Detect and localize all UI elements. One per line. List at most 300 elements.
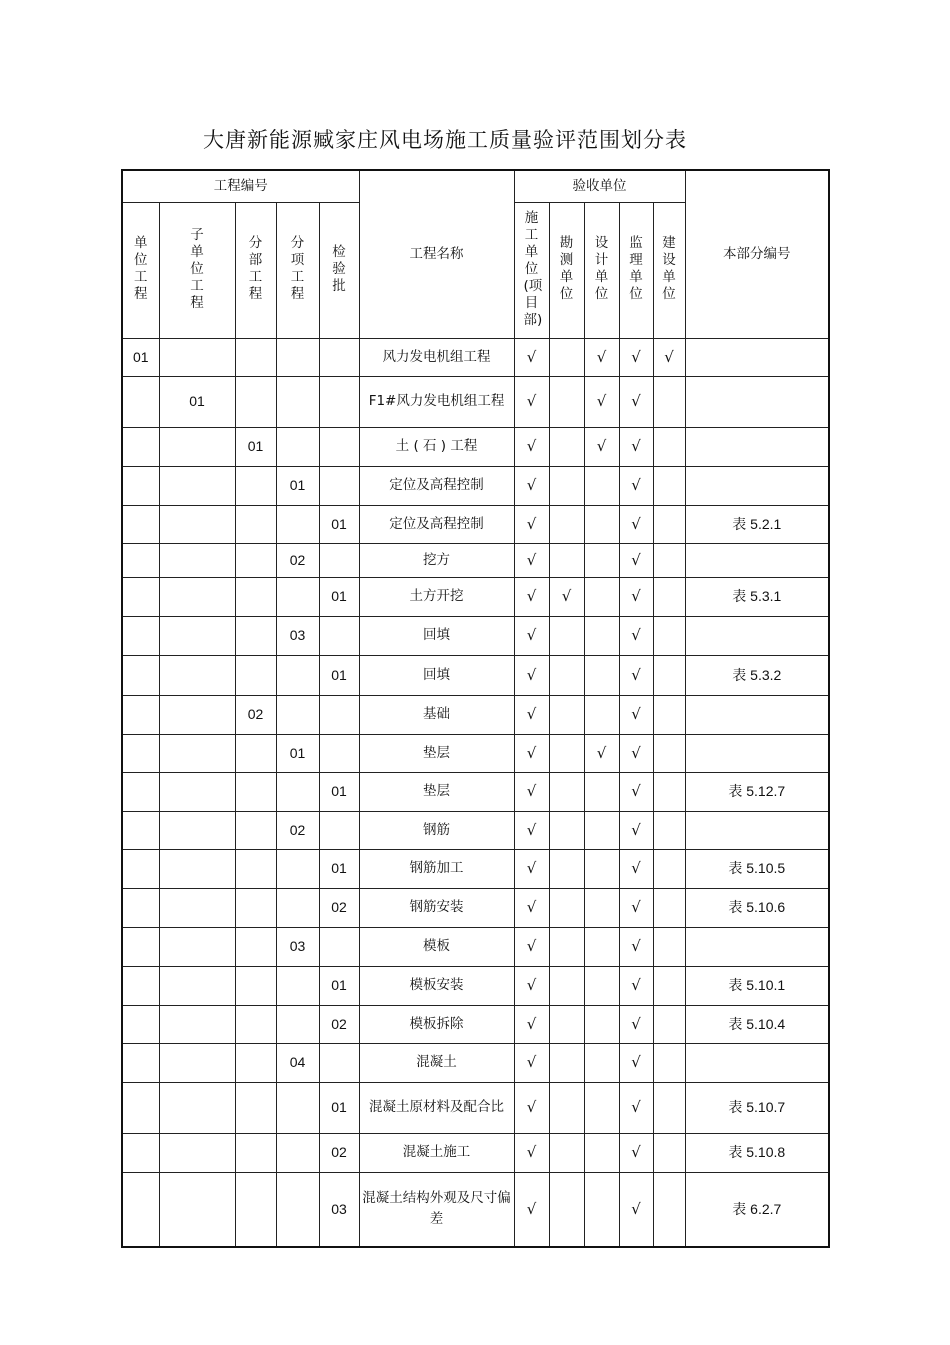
division-project-cell bbox=[235, 543, 276, 577]
section-code-cell: 表 5.10.1 bbox=[685, 966, 829, 1005]
header-row-1 bbox=[122, 170, 829, 202]
item-project-cell bbox=[276, 655, 319, 695]
supervision-unit-mark: √ bbox=[619, 466, 653, 505]
division-project-header: 分部工程 bbox=[235, 202, 276, 338]
supervision-unit-mark: √ bbox=[619, 616, 653, 655]
owner-unit-mark bbox=[653, 1082, 685, 1133]
inspection-batch-cell: 01 bbox=[319, 772, 359, 811]
inspection-batch-cell bbox=[319, 811, 359, 849]
division-project-cell: 02 bbox=[235, 695, 276, 734]
unit-project-cell bbox=[122, 543, 159, 577]
supervision-unit-mark: √ bbox=[619, 577, 653, 616]
project-name-cell: 钢筋加工 bbox=[359, 849, 514, 888]
design-unit-mark bbox=[584, 1082, 619, 1133]
table-row bbox=[122, 427, 829, 466]
table-row bbox=[122, 695, 829, 734]
division-project-cell bbox=[235, 466, 276, 505]
project-name-cell: 风力发电机组工程 bbox=[359, 338, 514, 376]
owner-unit-mark bbox=[653, 466, 685, 505]
section-code-cell bbox=[685, 927, 829, 966]
unit-project-cell: 01 bbox=[122, 338, 159, 376]
item-project-cell bbox=[276, 427, 319, 466]
table-row bbox=[122, 1133, 829, 1172]
unit-project-cell bbox=[122, 1005, 159, 1043]
construction-unit-mark: √ bbox=[514, 966, 549, 1005]
survey-unit-mark bbox=[549, 1172, 584, 1247]
supervision-unit-header: 监理单位 bbox=[619, 202, 653, 338]
project-name-cell: 定位及高程控制 bbox=[359, 466, 514, 505]
construction-unit-mark: √ bbox=[514, 466, 549, 505]
construction-unit-mark: √ bbox=[514, 927, 549, 966]
survey-unit-mark bbox=[549, 1005, 584, 1043]
table-row bbox=[122, 888, 829, 927]
unit-project-cell bbox=[122, 1172, 159, 1247]
inspection-batch-cell bbox=[319, 1043, 359, 1082]
construction-unit-mark: √ bbox=[514, 505, 549, 543]
section-code-cell bbox=[685, 466, 829, 505]
division-project-cell bbox=[235, 505, 276, 543]
inspection-batch-cell: 01 bbox=[319, 849, 359, 888]
owner-unit-mark bbox=[653, 1172, 685, 1247]
design-unit-mark bbox=[584, 505, 619, 543]
owner-unit-mark bbox=[653, 772, 685, 811]
item-project-header: 分项工程 bbox=[276, 202, 319, 338]
owner-unit-mark bbox=[653, 1005, 685, 1043]
construction-unit-mark: √ bbox=[514, 849, 549, 888]
division-project-cell bbox=[235, 772, 276, 811]
survey-unit-mark bbox=[549, 811, 584, 849]
survey-unit-mark bbox=[549, 616, 584, 655]
supervision-unit-mark: √ bbox=[619, 543, 653, 577]
design-unit-mark: √ bbox=[584, 734, 619, 772]
construction-unit-mark: √ bbox=[514, 734, 549, 772]
design-unit-mark bbox=[584, 927, 619, 966]
division-project-cell bbox=[235, 338, 276, 376]
unit-project-cell bbox=[122, 616, 159, 655]
inspection-batch-cell bbox=[319, 376, 359, 427]
section-code-cell: 表 5.10.7 bbox=[685, 1082, 829, 1133]
division-project-cell bbox=[235, 376, 276, 427]
project-name-cell: 混凝土施工 bbox=[359, 1133, 514, 1172]
section-code-cell: 表 5.10.6 bbox=[685, 888, 829, 927]
survey-unit-mark bbox=[549, 505, 584, 543]
sub-unit-project-cell bbox=[159, 655, 235, 695]
item-project-cell bbox=[276, 376, 319, 427]
owner-unit-mark bbox=[653, 734, 685, 772]
project-name-cell: 混凝土结构外观及尺寸偏差 bbox=[359, 1172, 514, 1247]
supervision-unit-mark: √ bbox=[619, 695, 653, 734]
survey-unit-mark bbox=[549, 734, 584, 772]
construction-unit-mark: √ bbox=[514, 695, 549, 734]
supervision-unit-mark: √ bbox=[619, 734, 653, 772]
table-row bbox=[122, 927, 829, 966]
unit-project-cell bbox=[122, 505, 159, 543]
inspection-batch-cell: 02 bbox=[319, 888, 359, 927]
sub-unit-project-cell bbox=[159, 1133, 235, 1172]
project-name-cell: 土 ( 石 ) 工程 bbox=[359, 427, 514, 466]
supervision-unit-mark: √ bbox=[619, 772, 653, 811]
owner-unit-mark bbox=[653, 616, 685, 655]
survey-unit-mark bbox=[549, 466, 584, 505]
survey-unit-mark bbox=[549, 427, 584, 466]
sub-unit-project-cell bbox=[159, 734, 235, 772]
item-project-cell bbox=[276, 338, 319, 376]
supervision-unit-mark: √ bbox=[619, 505, 653, 543]
construction-unit-mark: √ bbox=[514, 655, 549, 695]
design-unit-mark bbox=[584, 466, 619, 505]
design-unit-mark: √ bbox=[584, 427, 619, 466]
item-project-cell bbox=[276, 577, 319, 616]
inspection-batch-cell: 01 bbox=[319, 505, 359, 543]
table-row bbox=[122, 655, 829, 695]
survey-unit-mark bbox=[549, 1133, 584, 1172]
unit-project-cell bbox=[122, 849, 159, 888]
inspection-batch-cell bbox=[319, 616, 359, 655]
division-project-cell bbox=[235, 1172, 276, 1247]
table-row bbox=[122, 577, 829, 616]
table-row bbox=[122, 966, 829, 1005]
unit-project-cell bbox=[122, 1043, 159, 1082]
construction-unit-mark: √ bbox=[514, 1172, 549, 1247]
item-project-cell: 03 bbox=[276, 927, 319, 966]
inspection-batch-cell bbox=[319, 338, 359, 376]
project-name-cell: 垫层 bbox=[359, 734, 514, 772]
item-project-cell: 01 bbox=[276, 466, 319, 505]
division-project-cell bbox=[235, 1133, 276, 1172]
owner-unit-mark bbox=[653, 1133, 685, 1172]
inspection-batch-cell bbox=[319, 734, 359, 772]
sub-unit-project-cell bbox=[159, 927, 235, 966]
survey-unit-mark bbox=[549, 655, 584, 695]
sub-unit-project-cell bbox=[159, 1082, 235, 1133]
section-code-cell: 表 5.2.1 bbox=[685, 505, 829, 543]
unit-project-cell bbox=[122, 577, 159, 616]
item-project-cell bbox=[276, 1082, 319, 1133]
unit-project-cell bbox=[122, 695, 159, 734]
item-project-cell bbox=[276, 1005, 319, 1043]
construction-unit-mark: √ bbox=[514, 616, 549, 655]
section-code-cell bbox=[685, 695, 829, 734]
owner-unit-header: 建设单位 bbox=[653, 202, 685, 338]
sub-unit-project-cell bbox=[159, 577, 235, 616]
inspection-batch-cell bbox=[319, 466, 359, 505]
division-project-cell: 01 bbox=[235, 427, 276, 466]
construction-unit-mark: √ bbox=[514, 888, 549, 927]
unit-project-cell bbox=[122, 811, 159, 849]
construction-unit-header: 施工单位(项目部) bbox=[514, 202, 549, 338]
survey-unit-mark bbox=[549, 543, 584, 577]
table-row bbox=[122, 811, 829, 849]
table-row bbox=[122, 616, 829, 655]
project-name-cell: 钢筋安装 bbox=[359, 888, 514, 927]
table-row bbox=[122, 543, 829, 577]
design-unit-mark bbox=[584, 616, 619, 655]
unit-project-cell bbox=[122, 734, 159, 772]
item-project-cell bbox=[276, 966, 319, 1005]
inspection-batch-cell: 01 bbox=[319, 966, 359, 1005]
inspection-batch-cell: 01 bbox=[319, 1082, 359, 1133]
project-name-cell: 模板拆除 bbox=[359, 1005, 514, 1043]
inspection-batch-header: 检验批 bbox=[319, 202, 359, 338]
unit-project-cell bbox=[122, 927, 159, 966]
construction-unit-mark: √ bbox=[514, 427, 549, 466]
table-row bbox=[122, 338, 829, 376]
item-project-cell bbox=[276, 505, 319, 543]
survey-unit-mark bbox=[549, 376, 584, 427]
supervision-unit-mark: √ bbox=[619, 966, 653, 1005]
unit-project-cell bbox=[122, 655, 159, 695]
supervision-unit-mark: √ bbox=[619, 338, 653, 376]
survey-unit-mark bbox=[549, 695, 584, 734]
design-unit-mark: √ bbox=[584, 376, 619, 427]
section-code-cell: 表 5.10.8 bbox=[685, 1133, 829, 1172]
construction-unit-mark: √ bbox=[514, 543, 549, 577]
division-project-cell bbox=[235, 655, 276, 695]
supervision-unit-mark: √ bbox=[619, 1005, 653, 1043]
page-title: 大唐新能源臧家庄风电场施工质量验评范围划分表 bbox=[203, 128, 687, 152]
division-project-cell bbox=[235, 966, 276, 1005]
table-row bbox=[122, 849, 829, 888]
sub-unit-project-cell bbox=[159, 338, 235, 376]
inspection-batch-cell bbox=[319, 927, 359, 966]
sub-unit-project-cell bbox=[159, 1005, 235, 1043]
project-name-cell: 土方开挖 bbox=[359, 577, 514, 616]
item-project-cell bbox=[276, 849, 319, 888]
construction-unit-mark: √ bbox=[514, 1043, 549, 1082]
unit-project-cell bbox=[122, 1133, 159, 1172]
project-name-cell: 模板安装 bbox=[359, 966, 514, 1005]
construction-unit-mark: √ bbox=[514, 772, 549, 811]
inspection-batch-cell: 02 bbox=[319, 1005, 359, 1043]
division-project-cell bbox=[235, 849, 276, 888]
inspection-batch-cell: 03 bbox=[319, 1172, 359, 1247]
sub-unit-project-cell: 01 bbox=[159, 376, 235, 427]
acceptance-units-header: 验收单位 bbox=[514, 170, 685, 202]
table-row bbox=[122, 1005, 829, 1043]
project-name-cell: F1#风力发电机组工程 bbox=[359, 376, 514, 427]
owner-unit-mark bbox=[653, 849, 685, 888]
design-unit-mark: √ bbox=[584, 338, 619, 376]
section-code-cell bbox=[685, 734, 829, 772]
project-name-cell: 混凝土原材料及配合比 bbox=[359, 1082, 514, 1133]
inspection-batch-cell: 02 bbox=[319, 1133, 359, 1172]
construction-unit-mark: √ bbox=[514, 1133, 549, 1172]
table-row bbox=[122, 466, 829, 505]
section-code-cell bbox=[685, 1043, 829, 1082]
design-unit-mark bbox=[584, 655, 619, 695]
section-code-cell: 表 5.10.5 bbox=[685, 849, 829, 888]
division-project-cell bbox=[235, 927, 276, 966]
construction-unit-mark: √ bbox=[514, 338, 549, 376]
owner-unit-mark bbox=[653, 577, 685, 616]
sub-unit-project-cell bbox=[159, 966, 235, 1005]
survey-unit-mark bbox=[549, 772, 584, 811]
section-code-cell bbox=[685, 616, 829, 655]
sub-unit-project-header: 子单位工程 bbox=[159, 202, 235, 338]
section-code-cell: 表 5.10.4 bbox=[685, 1005, 829, 1043]
sub-unit-project-cell bbox=[159, 543, 235, 577]
project-name-cell: 模板 bbox=[359, 927, 514, 966]
supervision-unit-mark: √ bbox=[619, 849, 653, 888]
project-name-cell: 定位及高程控制 bbox=[359, 505, 514, 543]
division-project-cell bbox=[235, 616, 276, 655]
inspection-batch-cell: 01 bbox=[319, 655, 359, 695]
design-unit-mark bbox=[584, 1005, 619, 1043]
owner-unit-mark bbox=[653, 427, 685, 466]
sub-unit-project-cell bbox=[159, 888, 235, 927]
section-code-cell bbox=[685, 376, 829, 427]
inspection-batch-cell bbox=[319, 543, 359, 577]
item-project-cell bbox=[276, 772, 319, 811]
table-row bbox=[122, 734, 829, 772]
design-unit-mark bbox=[584, 543, 619, 577]
item-project-cell bbox=[276, 1172, 319, 1247]
unit-project-header: 单位工程 bbox=[122, 202, 159, 338]
project-name-cell: 回填 bbox=[359, 655, 514, 695]
sub-unit-project-cell bbox=[159, 427, 235, 466]
table-row bbox=[122, 1172, 829, 1247]
item-project-cell bbox=[276, 1133, 319, 1172]
owner-unit-mark: √ bbox=[653, 338, 685, 376]
owner-unit-mark bbox=[653, 1043, 685, 1082]
project-name-cell: 钢筋 bbox=[359, 811, 514, 849]
owner-unit-mark bbox=[653, 655, 685, 695]
owner-unit-mark bbox=[653, 888, 685, 927]
unit-project-cell bbox=[122, 966, 159, 1005]
item-project-cell bbox=[276, 888, 319, 927]
sub-unit-project-cell bbox=[159, 695, 235, 734]
supervision-unit-mark: √ bbox=[619, 376, 653, 427]
owner-unit-mark bbox=[653, 505, 685, 543]
unit-project-cell bbox=[122, 427, 159, 466]
division-project-cell bbox=[235, 734, 276, 772]
survey-unit-mark: √ bbox=[549, 577, 584, 616]
owner-unit-mark bbox=[653, 966, 685, 1005]
sub-unit-project-cell bbox=[159, 1043, 235, 1082]
design-unit-mark bbox=[584, 1133, 619, 1172]
construction-unit-mark: √ bbox=[514, 577, 549, 616]
table-row bbox=[122, 772, 829, 811]
section-code-cell: 表 5.3.1 bbox=[685, 577, 829, 616]
supervision-unit-mark: √ bbox=[619, 655, 653, 695]
quality-division-table bbox=[121, 169, 830, 1248]
item-project-cell: 04 bbox=[276, 1043, 319, 1082]
sub-unit-project-cell bbox=[159, 772, 235, 811]
owner-unit-mark bbox=[653, 927, 685, 966]
unit-project-cell bbox=[122, 466, 159, 505]
unit-project-cell bbox=[122, 772, 159, 811]
sub-unit-project-cell bbox=[159, 811, 235, 849]
sub-unit-project-cell bbox=[159, 1172, 235, 1247]
survey-unit-mark bbox=[549, 1043, 584, 1082]
section-code-header: 本部分编号 bbox=[685, 170, 829, 338]
project-name-cell: 基础 bbox=[359, 695, 514, 734]
owner-unit-mark bbox=[653, 543, 685, 577]
division-project-cell bbox=[235, 1005, 276, 1043]
survey-unit-mark bbox=[549, 1082, 584, 1133]
design-unit-mark bbox=[584, 695, 619, 734]
project-name-cell: 挖方 bbox=[359, 543, 514, 577]
supervision-unit-mark: √ bbox=[619, 1082, 653, 1133]
survey-unit-mark bbox=[549, 849, 584, 888]
sub-unit-project-cell bbox=[159, 505, 235, 543]
section-code-cell bbox=[685, 338, 829, 376]
item-project-cell: 01 bbox=[276, 734, 319, 772]
section-code-cell: 表 5.12.7 bbox=[685, 772, 829, 811]
project-name-cell: 回填 bbox=[359, 616, 514, 655]
supervision-unit-mark: √ bbox=[619, 927, 653, 966]
division-project-cell bbox=[235, 888, 276, 927]
survey-unit-mark bbox=[549, 966, 584, 1005]
owner-unit-mark bbox=[653, 695, 685, 734]
owner-unit-mark bbox=[653, 811, 685, 849]
table-row bbox=[122, 1082, 829, 1133]
design-unit-mark bbox=[584, 966, 619, 1005]
design-unit-mark bbox=[584, 772, 619, 811]
survey-unit-mark bbox=[549, 888, 584, 927]
supervision-unit-mark: √ bbox=[619, 1043, 653, 1082]
inspection-batch-cell bbox=[319, 427, 359, 466]
construction-unit-mark: √ bbox=[514, 376, 549, 427]
inspection-batch-cell: 01 bbox=[319, 577, 359, 616]
section-code-cell bbox=[685, 543, 829, 577]
supervision-unit-mark: √ bbox=[619, 811, 653, 849]
supervision-unit-mark: √ bbox=[619, 427, 653, 466]
supervision-unit-mark: √ bbox=[619, 1172, 653, 1247]
section-code-cell: 表 5.3.2 bbox=[685, 655, 829, 695]
section-code-cell bbox=[685, 427, 829, 466]
unit-project-cell bbox=[122, 376, 159, 427]
division-project-cell bbox=[235, 1082, 276, 1133]
division-project-cell bbox=[235, 577, 276, 616]
table-row bbox=[122, 505, 829, 543]
design-unit-mark bbox=[584, 1172, 619, 1247]
project-name-cell: 垫层 bbox=[359, 772, 514, 811]
section-code-cell bbox=[685, 811, 829, 849]
construction-unit-mark: √ bbox=[514, 811, 549, 849]
section-code-cell: 表 6.2.7 bbox=[685, 1172, 829, 1247]
design-unit-mark bbox=[584, 577, 619, 616]
item-project-cell: 02 bbox=[276, 811, 319, 849]
sub-unit-project-cell bbox=[159, 849, 235, 888]
design-unit-mark bbox=[584, 888, 619, 927]
unit-project-cell bbox=[122, 888, 159, 927]
sub-unit-project-cell bbox=[159, 616, 235, 655]
design-unit-mark bbox=[584, 1043, 619, 1082]
design-unit-mark bbox=[584, 811, 619, 849]
project-name-cell: 混凝土 bbox=[359, 1043, 514, 1082]
design-unit-header: 设计单位 bbox=[584, 202, 619, 338]
supervision-unit-mark: √ bbox=[619, 888, 653, 927]
survey-unit-mark bbox=[549, 927, 584, 966]
construction-unit-mark: √ bbox=[514, 1005, 549, 1043]
table-row bbox=[122, 1043, 829, 1082]
inspection-batch-cell bbox=[319, 695, 359, 734]
table-row bbox=[122, 376, 829, 427]
item-project-cell bbox=[276, 695, 319, 734]
survey-unit-header: 勘测单位 bbox=[549, 202, 584, 338]
survey-unit-mark bbox=[549, 338, 584, 376]
owner-unit-mark bbox=[653, 376, 685, 427]
construction-unit-mark: √ bbox=[514, 1082, 549, 1133]
division-project-cell bbox=[235, 811, 276, 849]
item-project-cell: 02 bbox=[276, 543, 319, 577]
item-project-cell: 03 bbox=[276, 616, 319, 655]
division-project-cell bbox=[235, 1043, 276, 1082]
unit-project-cell bbox=[122, 1082, 159, 1133]
sub-unit-project-cell bbox=[159, 466, 235, 505]
supervision-unit-mark: √ bbox=[619, 1133, 653, 1172]
